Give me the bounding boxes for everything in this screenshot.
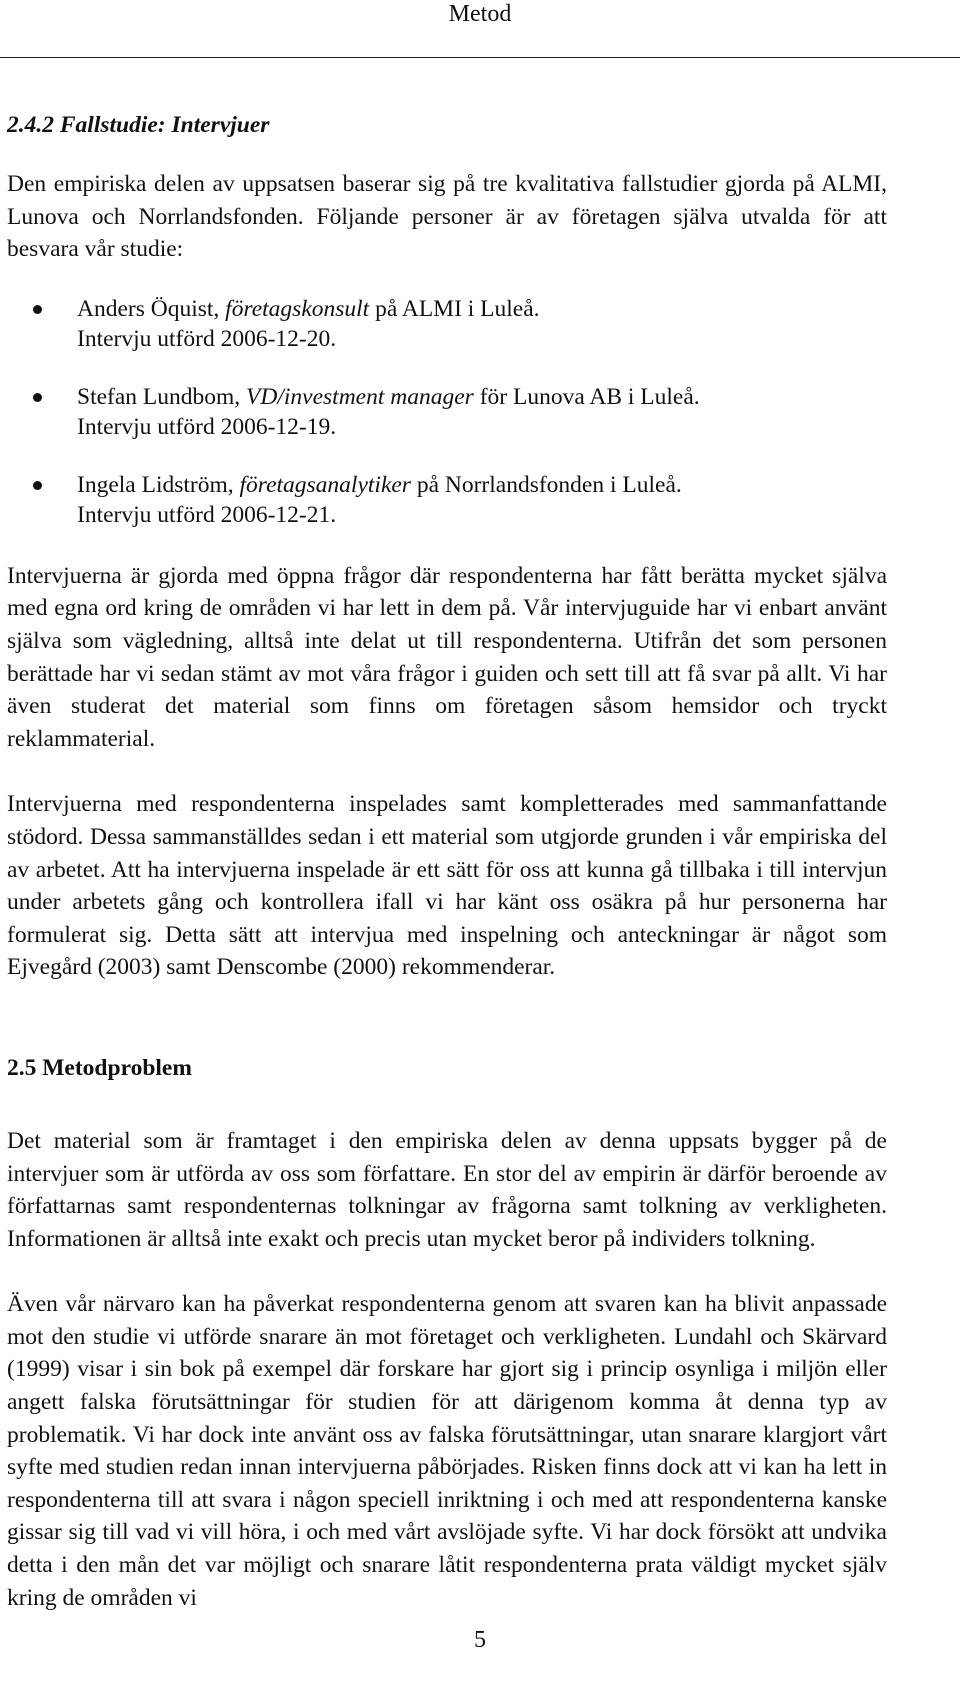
interview-date: Intervju utförd 2006-12-21. — [77, 501, 337, 528]
interviewee-role: företagskonsult — [225, 295, 370, 322]
interviewee-name: Stefan Lundbom, — [77, 383, 247, 410]
bullet-icon — [33, 481, 42, 490]
interviewee-role: VD/investment manager — [246, 383, 474, 410]
interviewee-name: Anders Öquist, — [77, 295, 226, 322]
interviews-method-paragraph: Intervjuerna är gjorda med öppna frågor där respondenterna har fått berätta mycket själva med egna ord kring de områden vi har lett in dem på. Vår intervjuguide har vi enbart använt själva som vägledning, alltså inte delat ut till respondenterna. Utifrån det som personen berättade har vi sedan stämt av mot våra frågor i guiden och sett till att få svar på allt. Vi har även studerat det material som finns om företagen såsom hemsidor och tryckt reklammaterial. — [7, 562, 887, 752]
running-head: Metod — [448, 1, 512, 27]
interview-date: Intervju utförd 2006-12-19. — [77, 413, 337, 440]
bullet-icon — [33, 305, 42, 314]
interviewee-list — [7, 294, 887, 530]
interviewee-org: på ALMI i Luleå. — [369, 295, 540, 322]
header-rule — [0, 57, 960, 58]
bullet-icon — [33, 393, 42, 402]
intro-paragraph: Den empiriska delen av uppsatsen baserar sig på tre kvalitativa fallstudier gjorda på ALMI, Lunova och Norrlandsfonden. Följande personer är av företagen själva utvalda för att besvara vår studie: — [7, 171, 887, 263]
interviewee-role: företagsanalytiker — [239, 471, 411, 498]
section-heading-2-5: 2.5 Metodproblem — [7, 1054, 192, 1081]
section-heading-2-4-2: 2.4.2 Fallstudie: Intervjuer — [7, 112, 270, 138]
interviewee-name: Ingela Lidström, — [77, 471, 240, 498]
list-item — [7, 382, 887, 442]
page-number: 5 — [474, 1627, 486, 1653]
interviewee-org: på Norrlandsfonden i Luleå. — [410, 471, 682, 498]
presence-influence-paragraph: Även vår närvaro kan ha påverkat respondenterna genom att svaren kan ha blivit anpassade mot den studie vi utförde snarare än mot företaget och verkligheten. Lundahl och Skärvard (1999) visar i sin bok på exempel där forskare har gjort sig i princip osynliga i miljön eller angett falska förutsättningar för studien för att därigenom komma åt denna typ av problematik. Vi har dock inte använt oss av falska förutsättningar, utan snarare klargjort vårt syfte med studien redan innan intervjuerna påbörjades. Risken finns dock att vi kan ha lett in respondenterna till att svara i någon speciell inriktning i och med att respondenterna kanske gissar sig till vad vi vill höra, i och med vårt avslöjade syfte. Vi har dock försökt att undvika detta i den mån det var möjligt och snarare låtit respondenterna prata väldigt mycket själv kring de områden vi — [7, 1291, 887, 1611]
interview-date: Intervju utförd 2006-12-20. — [77, 325, 337, 352]
recording-paragraph: Intervjuerna med respondenterna inspelades samt kompletterades med sammanfattande stödord. Dessa sammanställdes sedan i ett material som utgjorde grunden i vår empiriska del av arbetet. Att ha intervjuerna inspelade är ett sätt för oss att kunna gå tillbaka i till intervjun under arbetets gång och kontrollera ifall vi har känt oss osäkra på hur personerna har formulerat sig. Detta sätt att intervjua med inspelning och anteckningar är något som Ejvegård (2003) samt Denscombe (2000) rekommenderar. — [7, 791, 887, 981]
list-item — [7, 470, 887, 530]
method-problem-paragraph: Det material som är framtaget i den empiriska delen av denna uppsats bygger på de intervjuer som är utförda av oss som författare. En stor del av empirin är därför beroende av författarnas samt respondenternas tolkningar av frågorna samt tolkning av verkligheten. Informationen är alltså inte exakt och precis utan mycket beror på individers tolkning. — [7, 1127, 887, 1252]
list-item — [7, 294, 887, 354]
interviewee-org: för Lunova AB i Luleå. — [473, 383, 700, 410]
page-content — [7, 108, 887, 1614]
